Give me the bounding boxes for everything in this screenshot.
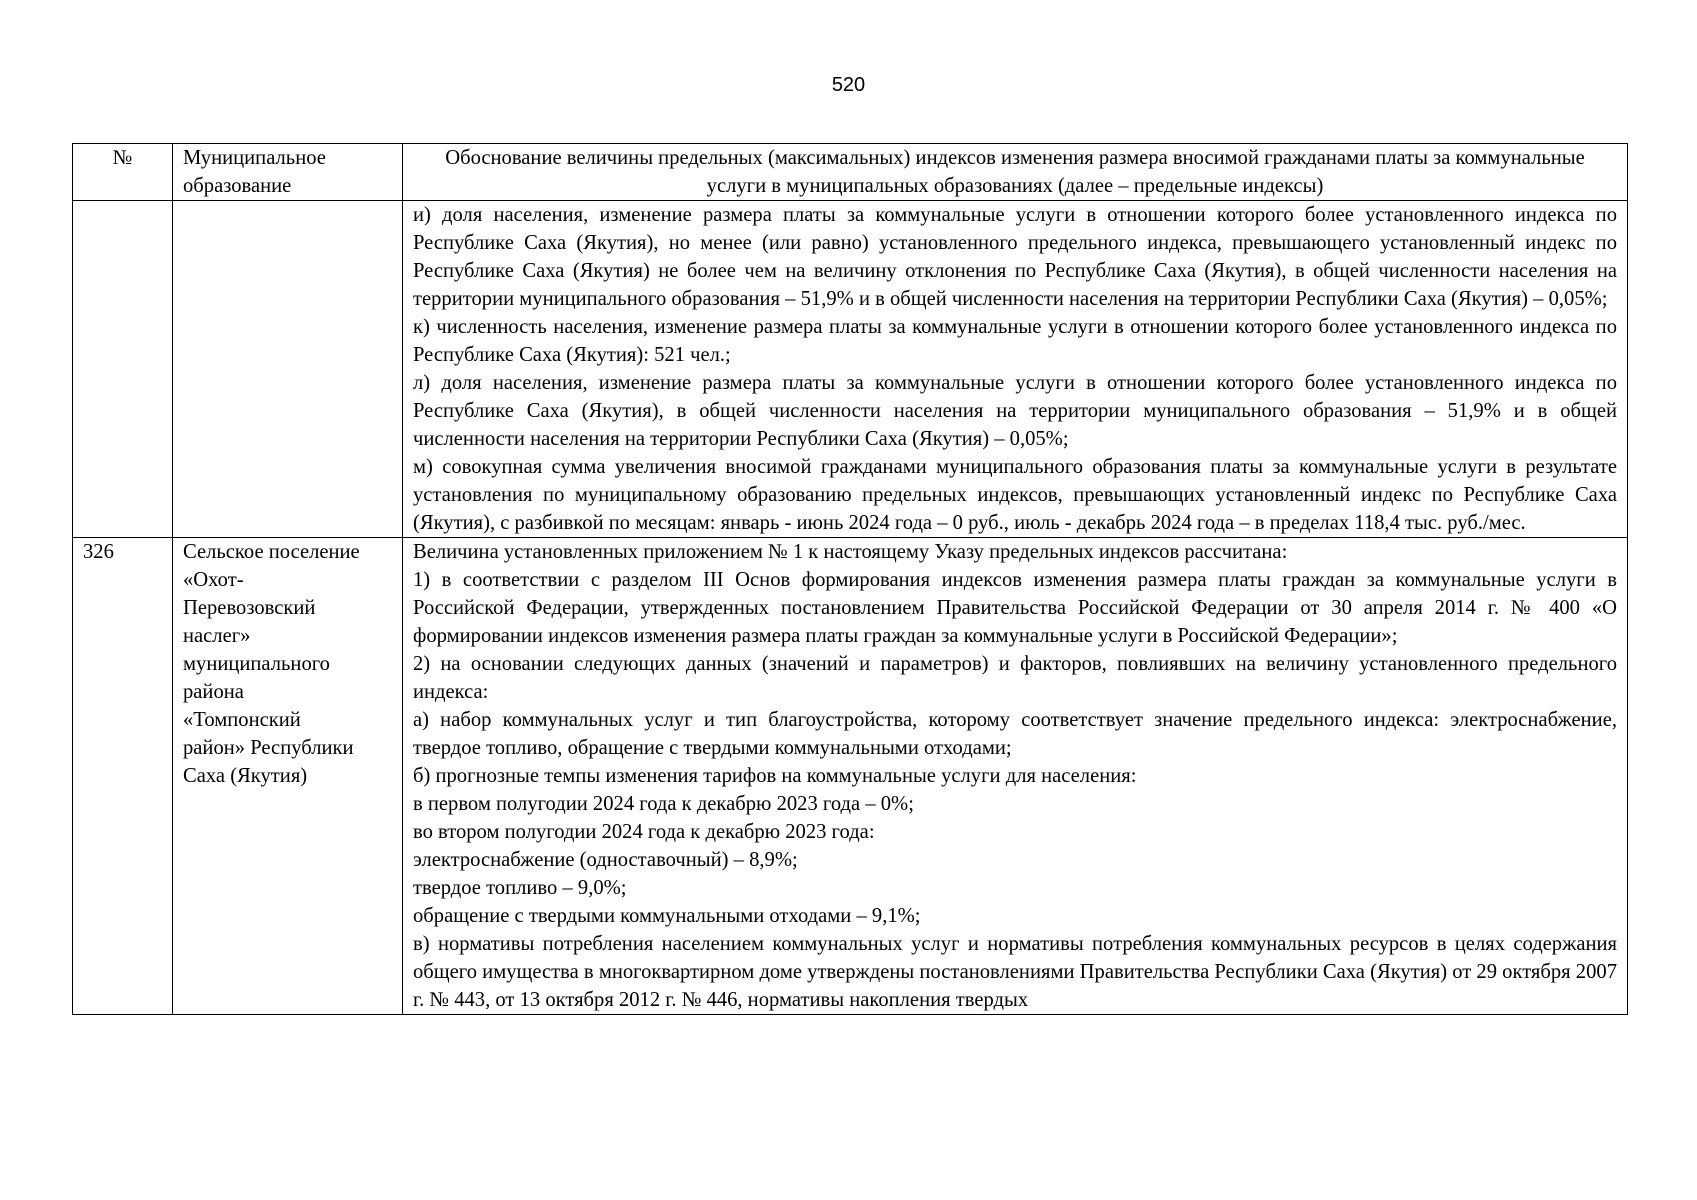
paragraph: м) совокупная сумма увеличения вносимой гражданами муниципального образования платы за коммунальные услуги в результате установления по муниципальному образованию предельных индексов, превышающих установленный индекс по Республике Саха (Якутия), с разбивкой по месяцам: январь - июнь 2024 года – 0 руб., июль - декабрь 2024 года – в пределах 118,4 тыс. руб./мес.	[413, 456, 1617, 534]
row-number: 326	[73, 538, 173, 1015]
paragraph: и) доля населения, изменение размера платы за коммунальные услуги в отношении которого более установленного индекса по Республике Саха (Якутия), но менее (или равно) установленного предельного индекса, превышающего установленный индекс по Республике Саха (Якутия) не более чем на величину отклонения по Республике Саха (Якутия), в общей численности населения на территории муниципального образования – 51,9% и в общей численности населения на территории Республики Саха (Якутия) – 0,05%;	[413, 204, 1617, 310]
municipality-line: муниципального	[183, 653, 330, 675]
paragraph: 1) в соответствии с разделом III Основ формирования индексов изменения размера платы граждан за коммунальные услуги в Российской Федерации, утвержденных постановлением Правительства Российской Федерации от 30 апреля 2014 г. № 400 «О формировании индексов изменения размера платы граждан за коммунальные услуги в Российской Федерации»;	[413, 569, 1617, 647]
paragraph: обращение с твердыми коммунальными отходами – 9,1%;	[413, 905, 921, 927]
paragraph: электроснабжение (одноставочный) – 8,9%;	[413, 849, 798, 871]
header-number: №	[73, 144, 173, 201]
table-row	[73, 201, 1628, 538]
header-justification: Обоснование величины предельных (максимальных) индексов изменения размера вносимой гражданами платы за коммунальные услуги в муниципальных образованиях (далее – предельные индексы)	[403, 144, 1628, 201]
row-municipality	[173, 538, 403, 1015]
row-justification	[403, 201, 1628, 538]
row-justification	[403, 538, 1628, 1015]
paragraph: в) нормативы потребления населением коммунальных услуг и нормативы потребления коммунальных ресурсов в целях содержания общего имущества в многоквартирном доме утверждены постановлениями Правительства Республики Саха (Якутия) от 29 октября 2007 г. № 443, от 13 октября 2012 г. № 446, нормативы накопления твердых	[413, 933, 1617, 1011]
paragraph: твердое топливо – 9,0%;	[413, 877, 627, 899]
row-municipality	[173, 201, 403, 538]
row-number	[73, 201, 173, 538]
municipality-line: «Томпонский	[183, 709, 301, 731]
table-row	[73, 538, 1628, 1015]
municipality-line: Перевозовский	[183, 597, 316, 619]
paragraph: а) набор коммунальных услуг и тип благоустройства, которому соответствует значение предельного индекса: электроснабжение, твердое топливо, обращение с твердыми коммунальными отходами;	[413, 709, 1617, 759]
paragraph: Величина установленных приложением № 1 к настоящему Указу предельных индексов рассчитана:	[413, 541, 1288, 563]
table-header-row	[73, 144, 1628, 201]
paragraph: л) доля населения, изменение размера платы за коммунальные услуги в отношении которого более установленного индекса по Республике Саха (Якутия), в общей численности населения на территории муниципального образования – 51,9% и в общей численности населения на территории Республики Саха (Якутия) – 0,05%;	[413, 372, 1617, 450]
paragraph: во втором полугодии 2024 года к декабрю 2023 года:	[413, 821, 875, 843]
municipality-line: район» Республики	[183, 737, 354, 759]
municipality-line: Сельское поселение	[183, 541, 360, 563]
municipality-line: района	[183, 681, 244, 703]
municipality-line: Саха (Якутия)	[183, 765, 308, 787]
paragraph: б) прогнозные темпы изменения тарифов на коммунальные услуги для населения:	[413, 765, 1137, 787]
paragraph: 2) на основании следующих данных (значений и параметров) и факторов, повлиявших на величину установленного предельного индекса:	[413, 653, 1617, 703]
page-number: 520	[831, 74, 866, 96]
paragraph: к) численность населения, изменение размера платы за коммунальные услуги в отношении которого более установленного индекса по Республике Саха (Якутия): 521 чел.;	[413, 316, 1617, 366]
tariff-justification-table	[72, 143, 1628, 1015]
paragraph: в первом полугодии 2024 года к декабрю 2023 года – 0%;	[413, 793, 914, 815]
header-municipality: Муниципальное образование	[173, 144, 403, 201]
municipality-line: наслег»	[183, 625, 251, 647]
municipality-line: «Охот-	[183, 569, 244, 591]
